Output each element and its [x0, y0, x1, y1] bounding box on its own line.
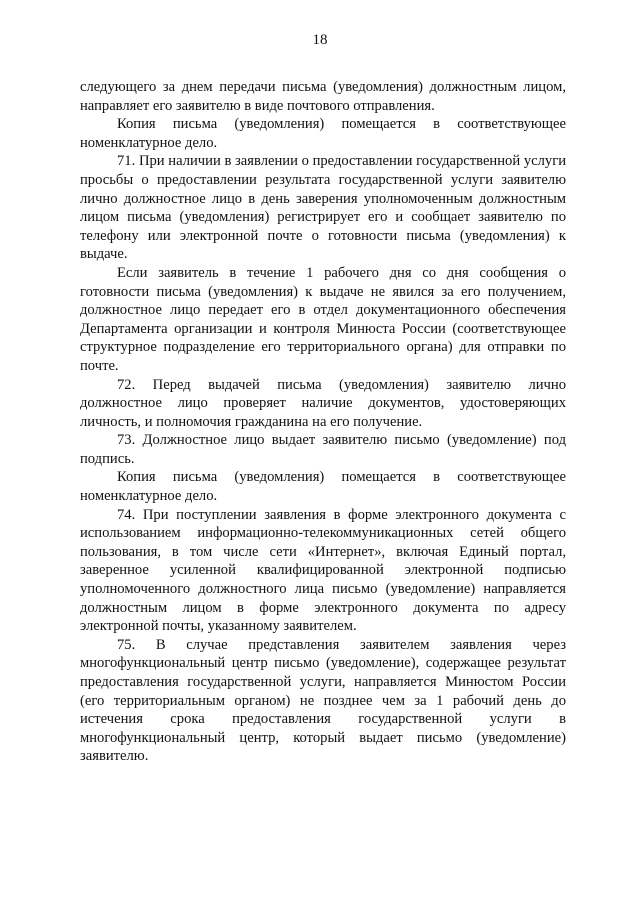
paragraph: Копия письма (уведомления) помещается в соответствующее номенклатурное дело.: [80, 469, 566, 505]
paragraph-continuation: следующего за днем передачи письма (уведомления) должностным лицом, направляет его заявителю в виде почтового отправления.: [80, 79, 566, 114]
paragraph-73: 73. Должностное лицо выдает заявителю письмо (уведомление) под подпись.: [80, 432, 566, 467]
body-text: [80, 78, 566, 766]
page-number: 18: [312, 32, 328, 48]
paragraph: Копия письма (уведомления) помещается в соответствующее номенклатурное дело.: [80, 116, 566, 151]
paragraph-74: 74. При поступлении заявления в форме электронного документа с использованием информационно-телекоммуникационных сетей общего пользования, в том числе сети «Интернет», включая Единый портал, заверенное усиленной квалифицированной электронной подписью уполномоченного должностного лица письмо (уведомление) направляется должностным лицом в форме электронного документа по адресу электронной почты, указанному заявителем.: [80, 506, 566, 635]
paragraph-72: 72. Перед выдачей письма (уведомления) заявителю лично должностное лицо проверяет наличие документов, удостоверяющих личность, и полномочия гражданина на его получение.: [80, 376, 566, 430]
paragraph: Если заявитель в течение 1 рабочего дня со дня сообщения о готовности письма (уведомления) к выдаче не явился за его получением, должностное лицо передает его в отдел документационного обеспечения Департамента организации и контроля Минюста России (соответствующее структурное подразделение его территориального органа) для отправки по почте.: [80, 264, 566, 374]
paragraph-75: 75. В случае представления заявителем заявления через многофункциональный центр письмо (уведомление), содержащее результат предоставления государственной услуги, направляется Минюстом России (его территориальным органом) не позднее чем за 1 рабочий день до истечения срока предоставления государственной услуги в многофункциональный центр, который выдает письмо (уведомление) заявителю.: [80, 636, 566, 765]
paragraph-71: 71. При наличии в заявлении о предоставлении государственной услуги просьбы о предоставлении результата государственной услуги заявителю лично должностное лицо в день заверения уполномоченным должностным лицом письма (уведомления) регистрирует его и сообщает заявителю по телефону или электронной почте о готовности письма (уведомления) к выдаче.: [80, 153, 566, 263]
